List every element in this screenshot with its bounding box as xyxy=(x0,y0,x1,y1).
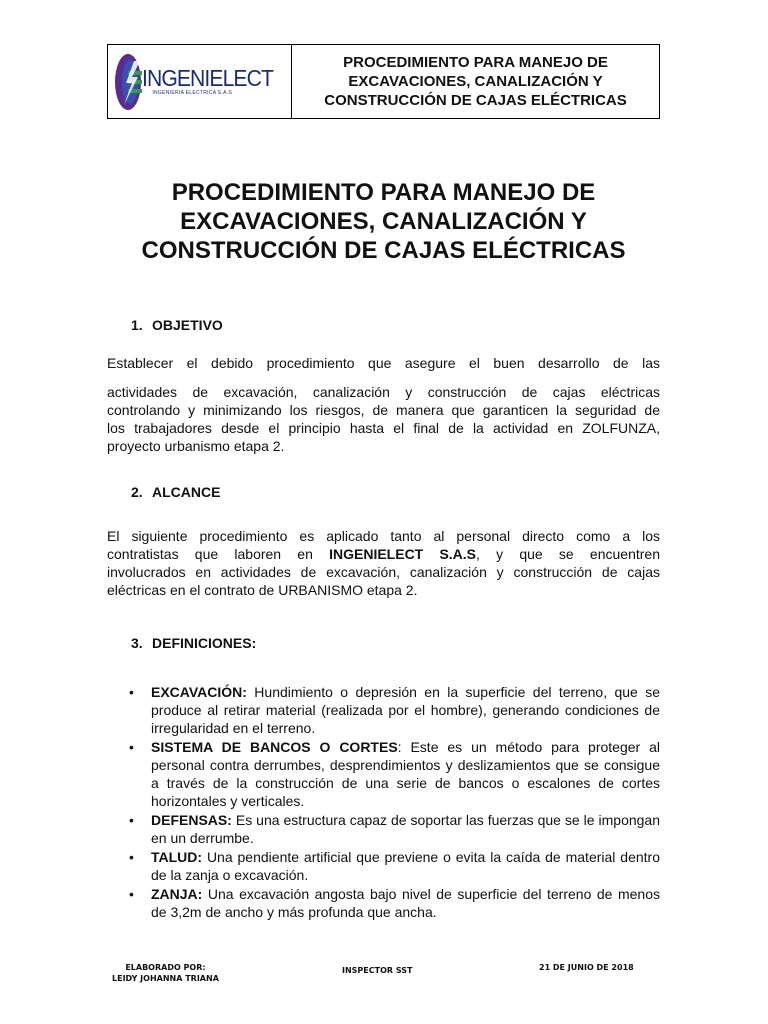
definition-text: Es una estructura capaz de soportar las fuerzas que se le impongan en un derrumbe. xyxy=(151,812,660,846)
bullet-icon: • xyxy=(129,739,134,755)
bullet-icon: • xyxy=(129,886,134,902)
footer-label: ELABORADO POR: xyxy=(125,963,206,972)
paragraph-line: proyecto urbanismo etapa 2. xyxy=(107,438,285,454)
section-heading-alcance xyxy=(131,484,220,500)
section-heading-objetivo xyxy=(131,317,223,333)
definition-text: : Este es un método para proteger al personal contra derrumbes, desprendimientos y deslizamientos que se consigue a través de la construcción de una serie de bancos o escalones de cortes horizontales y verticales. xyxy=(151,739,660,809)
definition-term: EXCAVACIÓN: xyxy=(151,684,247,700)
paragraph-line: controlando y minimizando los riesgos, de manera que garanticen la seguridad de xyxy=(107,402,660,418)
company-logo xyxy=(114,53,284,111)
section-title: ALCANCE xyxy=(152,484,221,500)
objetivo-paragraph-start xyxy=(107,354,660,372)
list-item xyxy=(127,848,660,884)
definition-term: ZANJA: xyxy=(151,886,203,902)
logo-emblem-icon xyxy=(114,53,142,111)
paragraph-line: Establecer el debido procedimiento que asegure el buen desarrollo de las xyxy=(107,355,660,371)
page-title xyxy=(107,178,660,265)
section-number: 1. xyxy=(131,317,143,333)
header-title-line: CONSTRUCCIÓN DE CAJAS ELÉCTRICAS xyxy=(324,92,627,109)
footer-date: 21 DE JUNIO DE 2018 xyxy=(539,963,634,972)
logo-subtitle: INGENIERIA ELECTRICA S.A.S xyxy=(152,90,233,96)
section-number: 3. xyxy=(131,635,143,651)
definition-term: SISTEMA DE BANCOS O CORTES xyxy=(151,739,398,755)
list-item xyxy=(127,885,660,921)
company-name: INGENIELECT S.A.S xyxy=(329,546,477,562)
alcance-paragraph xyxy=(107,527,660,599)
paragraph-line: actividades de excavación, canalización y construcción de cajas eléctricas xyxy=(107,384,660,400)
text-fragment: contratistas que laboren en xyxy=(107,546,330,562)
page-title-line: PROCEDIMIENTO PARA MANEJO DE xyxy=(171,179,596,206)
header-title-line: PROCEDIMIENTO PARA MANEJO DE xyxy=(343,54,608,71)
page-title-line: CONSTRUCCIÓN DE CAJAS ELÉCTRICAS xyxy=(141,237,626,264)
definition-term: DEFENSAS: xyxy=(151,812,232,828)
list-item xyxy=(127,738,660,810)
footer-inspector: INSPECTOR SST xyxy=(342,966,413,975)
document-header xyxy=(107,44,660,119)
footer-elaborado xyxy=(112,962,219,984)
section-title: OBJETIVO xyxy=(152,317,223,333)
text-fragment: , y que se encuentren xyxy=(476,546,660,562)
definition-term: TALUD: xyxy=(151,849,203,865)
definition-text: Una pendiente artificial que previene o evita la caída de material dentro de la zanja o excavación. xyxy=(151,849,660,883)
definitions-list xyxy=(127,683,660,922)
page-title-line: EXCAVACIONES, CANALIZACIÓN Y xyxy=(180,208,587,235)
section-heading-definiciones xyxy=(131,635,256,651)
header-title xyxy=(292,45,659,118)
bullet-icon: • xyxy=(129,812,134,828)
footer-author: LEIDY JOHANNA TRIANA xyxy=(112,974,219,983)
list-item xyxy=(127,683,660,737)
bullet-icon: • xyxy=(129,684,134,700)
logo-cell xyxy=(108,45,292,118)
section-title: DEFINICIONES: xyxy=(152,635,257,651)
definition-text: Hundimiento o depresión en la superficie del terreno, que se produce al retirar material (realizada por el hombre), generando condiciones de irregularidad en el terreno. xyxy=(151,684,660,736)
paragraph-line: eléctricas en el contrato de URBANISMO etapa 2. xyxy=(107,582,418,598)
bullet-icon: • xyxy=(129,849,134,865)
logo-name: INGENIELECT xyxy=(142,65,274,91)
section-number: 2. xyxy=(131,484,143,500)
paragraph-line: El siguiente procedimiento es aplicado tanto al personal directo como a los xyxy=(107,528,660,544)
header-title-line: EXCAVACIONES, CANALIZACIÓN Y xyxy=(348,73,603,90)
paragraph-line: los trabajadores desde el principio hasta el final de la actividad en ZOLFUNZA, xyxy=(107,420,660,436)
list-item xyxy=(127,811,660,847)
paragraph-line: involucrados en actividades de excavación, canalización y construcción de cajas xyxy=(107,564,660,580)
definition-text: Una excavación angosta bajo nivel de superficie del terreno de menos de 3,2m de ancho y más profunda que ancha. xyxy=(151,886,660,920)
paragraph-line xyxy=(107,545,660,563)
objetivo-paragraph xyxy=(107,383,660,455)
